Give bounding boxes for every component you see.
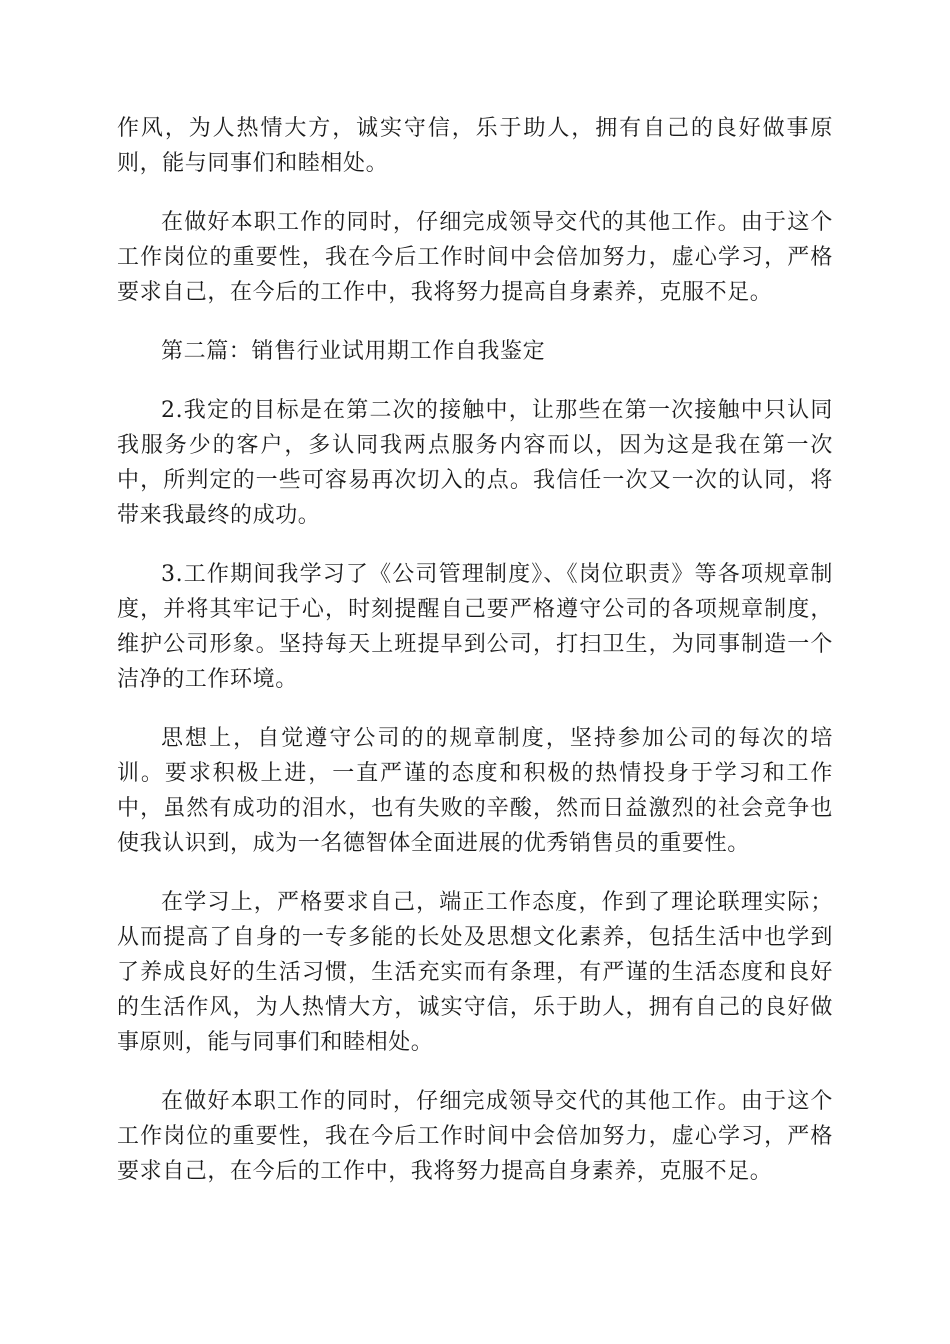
paragraph: 在做好本职工作的同时，仔细完成领导交代的其他工作。由于这个工作岗位的重要性，我在今后工作时间中会倍加努力，虚心学习，严格要求自己，在今后的工作中，我将努力提高自身素养，克服不足。 <box>117 1089 833 1184</box>
paragraph: 在学习上，严格要求自己，端正工作态度，作到了理论联理实际；从而提高了自身的一专多能的长处及思想文化素养，包括生活中也学到了养成良好的生活习惯，生活充实而有条理，有严谨的生活态度和良好的生活作风，为人热情大方，诚实守信，乐于助人，拥有自己的良好做事原则，能与同事们和睦相处。 <box>117 890 833 1055</box>
section-heading: 第二篇：销售行业试用期工作自我鉴定 <box>161 339 546 364</box>
paragraph: 在做好本职工作的同时，仔细完成领导交代的其他工作。由于这个工作岗位的重要性，我在今后工作时间中会倍加努力，虚心学习，严格要求自己，在今后的工作中，我将努力提高自身素养，克服不足。 <box>117 210 833 305</box>
document-body <box>117 111 833 1213</box>
paragraph: 2.我定的目标是在第二次的接触中，让那些在第一次接触中只认同我服务少的客户，多认同我两点服务内容而以，因为这是我在第一次中，所判定的一些可容易再次切入的点。我信任一次又一次的认同，将带来我最终的成功。 <box>117 398 833 528</box>
paragraph-continued: 作风，为人热情大方，诚实守信，乐于助人，拥有自己的良好做事原则，能与同事们和睦相处。 <box>117 116 833 176</box>
paragraph: 思想上，自觉遵守公司的的规章制度，坚持参加公司的每次的培训。要求积极上进，一直严谨的态度和积极的热情投身于学习和工作中，虽然有成功的泪水，也有失败的辛酸，然而日益激烈的社会竞争也使我认识到，成为一名德智体全面进展的优秀销售员的重要性。 <box>117 726 833 856</box>
paragraph: 3.工作期间我学习了《公司管理制度》、《岗位职责》等各项规章制度，并将其牢记于心，时刻提醒自己要严格遵守公司的各项规章制度，维护公司形象。坚持每天上班提早到公司，打扫卫生，为同事制造一个洁净的工作环境。 <box>117 562 833 692</box>
